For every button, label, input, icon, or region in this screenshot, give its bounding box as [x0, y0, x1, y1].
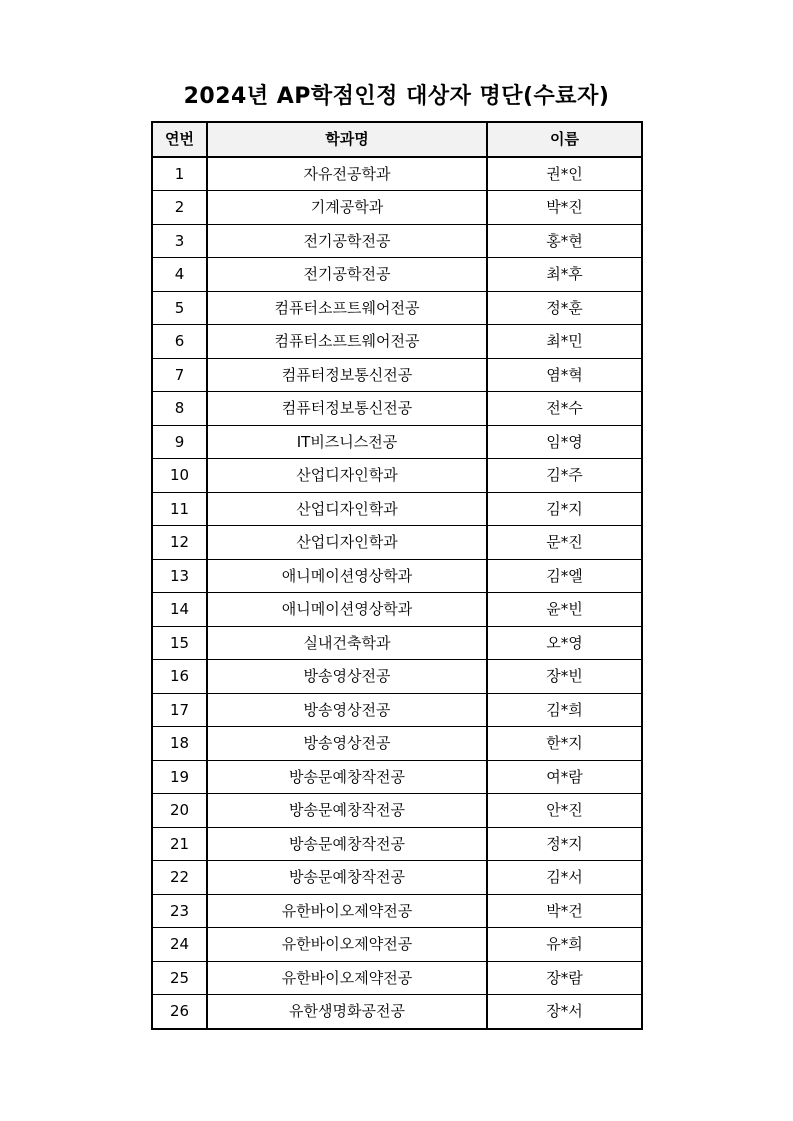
row-number: 11: [152, 492, 207, 526]
row-name: 문*진: [487, 526, 642, 560]
row-number: 13: [152, 559, 207, 593]
table-row: [152, 760, 642, 794]
row-number: 6: [152, 325, 207, 359]
row-number: 3: [152, 224, 207, 258]
row-department: 실내건축학과: [207, 626, 487, 660]
row-name: 박*진: [487, 191, 642, 225]
row-name: 전*수: [487, 392, 642, 426]
row-department: 방송영상전공: [207, 727, 487, 761]
row-number: 1: [152, 157, 207, 191]
row-number: 23: [152, 894, 207, 928]
row-name: 장*람: [487, 961, 642, 995]
row-department: 방송영상전공: [207, 660, 487, 694]
row-number: 21: [152, 827, 207, 861]
table-row: [152, 794, 642, 828]
table-row: [152, 626, 642, 660]
table-row: [152, 727, 642, 761]
row-number: 9: [152, 425, 207, 459]
table-row: [152, 291, 642, 325]
row-number: 15: [152, 626, 207, 660]
row-number: 14: [152, 593, 207, 627]
row-number: 25: [152, 961, 207, 995]
row-name: 유*희: [487, 928, 642, 962]
row-number: 22: [152, 861, 207, 895]
table-row: [152, 660, 642, 694]
table-row: [152, 995, 642, 1029]
row-name: 최*민: [487, 325, 642, 359]
row-name: 여*람: [487, 760, 642, 794]
row-number: 18: [152, 727, 207, 761]
row-name: 김*희: [487, 693, 642, 727]
table-row: [152, 224, 642, 258]
row-name: 안*진: [487, 794, 642, 828]
table-row: [152, 693, 642, 727]
row-department: 방송문예창작전공: [207, 760, 487, 794]
table-row: [152, 861, 642, 895]
row-number: 5: [152, 291, 207, 325]
row-department: 전기공학전공: [207, 224, 487, 258]
row-number: 16: [152, 660, 207, 694]
table-row: [152, 593, 642, 627]
table-row: [152, 894, 642, 928]
row-number: 8: [152, 392, 207, 426]
row-department: 유한생명화공전공: [207, 995, 487, 1029]
row-name: 정*훈: [487, 291, 642, 325]
row-name: 오*영: [487, 626, 642, 660]
row-name: 염*혁: [487, 358, 642, 392]
row-number: 10: [152, 459, 207, 493]
row-number: 24: [152, 928, 207, 962]
row-number: 7: [152, 358, 207, 392]
row-number: 20: [152, 794, 207, 828]
table-row: [152, 492, 642, 526]
row-department: 방송문예창작전공: [207, 794, 487, 828]
row-department: 애니메이션영상학과: [207, 559, 487, 593]
table-row: [152, 526, 642, 560]
row-number: 2: [152, 191, 207, 225]
row-name: 장*빈: [487, 660, 642, 694]
row-department: 컴퓨터정보통신전공: [207, 358, 487, 392]
row-number: 12: [152, 526, 207, 560]
row-department: 기계공학과: [207, 191, 487, 225]
row-name: 한*지: [487, 727, 642, 761]
row-department: 유한바이오제약전공: [207, 961, 487, 995]
row-department: 방송문예창작전공: [207, 827, 487, 861]
table-header-row: [152, 122, 642, 157]
row-name: 김*서: [487, 861, 642, 895]
row-department: 컴퓨터소프트웨어전공: [207, 291, 487, 325]
table-row: [152, 827, 642, 861]
table-row: [152, 961, 642, 995]
row-department: 유한바이오제약전공: [207, 928, 487, 962]
row-name: 임*영: [487, 425, 642, 459]
row-department: 유한바이오제약전공: [207, 894, 487, 928]
row-department: 애니메이션영상학과: [207, 593, 487, 627]
row-name: 김*지: [487, 492, 642, 526]
row-number: 17: [152, 693, 207, 727]
row-department: 산업디자인학과: [207, 459, 487, 493]
row-department: 산업디자인학과: [207, 526, 487, 560]
table-row: [152, 425, 642, 459]
table-row: [152, 157, 642, 191]
table-row: [152, 191, 642, 225]
row-number: 26: [152, 995, 207, 1029]
row-name: 권*인: [487, 157, 642, 191]
column-header-department: 학과명: [207, 122, 487, 157]
row-name: 최*후: [487, 258, 642, 292]
row-department: 방송영상전공: [207, 693, 487, 727]
table-row: [152, 325, 642, 359]
page-title: 2024년 AP학점인정 대상자 명단(수료자): [183, 84, 610, 109]
column-header-name: 이름: [487, 122, 642, 157]
row-number: 19: [152, 760, 207, 794]
table-row: [152, 392, 642, 426]
column-header-number: 연번: [152, 122, 207, 157]
table-row: [152, 928, 642, 962]
table-row: [152, 459, 642, 493]
row-department: 방송문예창작전공: [207, 861, 487, 895]
row-name: 박*건: [487, 894, 642, 928]
row-department: 컴퓨터소프트웨어전공: [207, 325, 487, 359]
table-body: [152, 157, 642, 1029]
row-number: 4: [152, 258, 207, 292]
row-department: IT비즈니스전공: [207, 425, 487, 459]
row-department: 컴퓨터정보통신전공: [207, 392, 487, 426]
table-row: [152, 258, 642, 292]
row-department: 자유전공학과: [207, 157, 487, 191]
row-name: 홍*현: [487, 224, 642, 258]
row-name: 김*주: [487, 459, 642, 493]
row-department: 전기공학전공: [207, 258, 487, 292]
row-name: 장*서: [487, 995, 642, 1029]
row-name: 윤*빈: [487, 593, 642, 627]
row-department: 산업디자인학과: [207, 492, 487, 526]
roster-table: [151, 121, 643, 1030]
row-name: 정*지: [487, 827, 642, 861]
table-row: [152, 358, 642, 392]
row-name: 김*엘: [487, 559, 642, 593]
table-row: [152, 559, 642, 593]
